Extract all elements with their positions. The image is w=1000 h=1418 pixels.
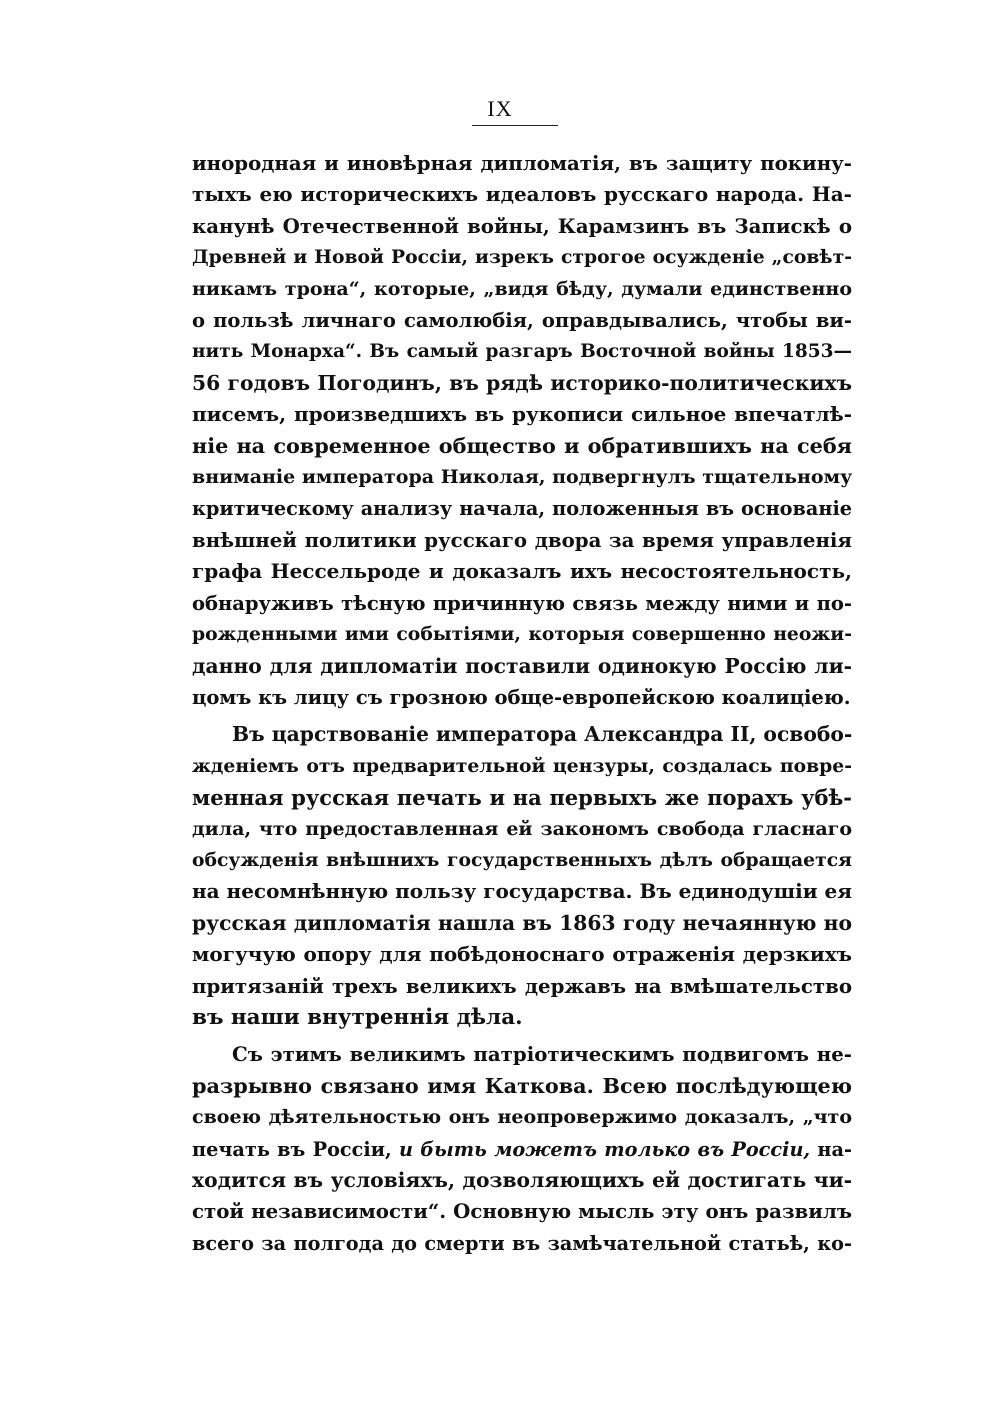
text-line: жденіемъ отъ предварительной цензуры, создалась повре- — [192, 754, 852, 777]
text-line: писемъ, произведшихъ въ рукописи сильное впечатлѣ- — [192, 402, 852, 427]
text-line: разрывно связано имя Каткова. Всею послѣдующею — [192, 1073, 852, 1098]
text-line: нить Монарха“. Въ самый разгаръ Восточной войны 1853— — [192, 341, 852, 363]
text-line: русская дипломатія нашла въ 1863 году нечаянную но — [192, 910, 852, 935]
text-line: обнаруживъ тѣсную причинную связь между ними и по- — [192, 591, 852, 615]
text-line: на несомнѣнную пользу государства. Въ единодушіи ея — [192, 879, 852, 904]
text-line: о пользѣ личнаго самолюбія, оправдывались, чтобы ви- — [192, 309, 852, 333]
text-line: ходится въ условіяхъ, дозволяющихъ ей достигать чи- — [192, 1168, 852, 1192]
text-line: канунѣ Отечественной войны, Карамзинъ въ Запискѣ о — [192, 213, 852, 238]
text-line: притязаній трехъ великихъ державъ на вмѣшательство — [192, 973, 852, 998]
text-line: менная русская печать и на первыхъ же порахъ убѣ- — [192, 785, 852, 811]
text-line: внѣшней политики русскаго двора за время управленія — [192, 527, 852, 552]
text-line: своею дѣятельностью онъ неопровержимо доказалъ, „что — [192, 1106, 852, 1129]
text-line: обсужденія внѣшнихъ государственныхъ дѣлъ обращается — [192, 848, 852, 871]
text-line: никамъ трона“, которые, „видя бѣду, думали единственно — [192, 277, 852, 300]
text-line: рожденными ими событіями, которыя совершенно неожи- — [192, 623, 852, 646]
text-line: Въ царствованіе императора Александра II, освобо- — [232, 722, 852, 747]
text-line: 56 годовъ Погодинъ, въ рядѣ историко-политическихъ — [192, 370, 852, 395]
text-line: дила, что предоставленная ей закономъ свобода гласнаго — [192, 817, 852, 840]
paragraph-2 — [192, 719, 852, 1033]
text-line: инородная и иновѣрная дипломатія, въ защиту покину- — [192, 151, 852, 175]
paragraph-1 — [192, 148, 852, 713]
text-line: стой независимости“. Основную мысль эту онъ развилъ — [192, 1199, 852, 1224]
text-line: критическому анализу начала, положенныя въ основаніе — [192, 497, 852, 521]
text-line: могучую опору для побѣдоноснаго отраженія дерзкихъ — [192, 942, 852, 967]
header-rule — [472, 125, 558, 126]
text-line: въ наши внутреннія дѣла. — [192, 1004, 523, 1030]
text-line: цомъ къ лицу съ грозною обще-европейскою коалиціею. — [192, 685, 851, 709]
text-line: данно для дипломатіи поставили одинокую Россію ли- — [192, 653, 852, 678]
text-line: графа Нессельроде и доказалъ ихъ несостоятельность, — [192, 559, 852, 584]
text-line: ніе на современное общество и обратившихъ на себя — [192, 433, 852, 458]
page-number: IX — [487, 96, 513, 121]
italic-phrase: и быть можетъ только въ Россіи, — [398, 1137, 811, 1161]
text-line: всего за полгода до смерти въ замѣчательной статьѣ, ко- — [192, 1231, 852, 1255]
body-text — [192, 148, 852, 1259]
text-segment: печать въ Россіи, — [192, 1137, 399, 1161]
page-header — [0, 96, 1000, 122]
text-line: Съ этимъ великимъ патріотическимъ подвигомъ не- — [232, 1042, 852, 1067]
paragraph-3 — [192, 1039, 852, 1259]
text-line-mixed — [192, 1134, 852, 1165]
text-segment: на- — [810, 1137, 852, 1161]
text-line: тыхъ ею историческихъ идеаловъ русскаго народа. На- — [192, 182, 852, 207]
text-line: вниманіе императора Николая, подвергнулъ тщательному — [192, 466, 852, 489]
text-line: Древней и Новой Россіи, изрекъ строгое осужденіе „совѣт- — [192, 246, 852, 269]
